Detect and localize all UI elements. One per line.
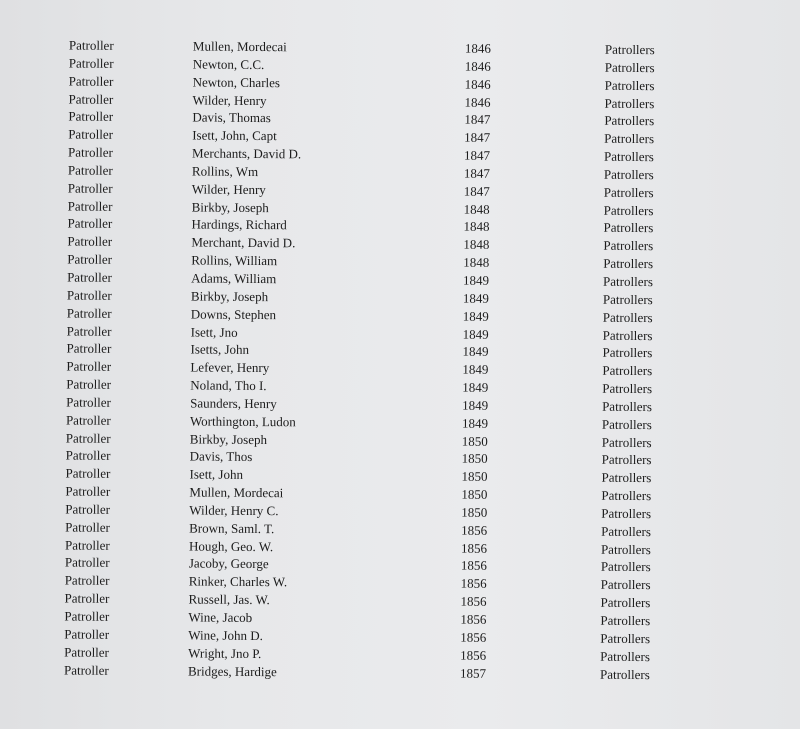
record-name: Merchants, David D.	[192, 145, 302, 162]
record-role: Patroller	[64, 572, 110, 589]
record-name: Newton, Charles	[192, 74, 281, 90]
record-category: Patrollers	[600, 612, 651, 629]
record-category: Patrollers	[600, 648, 651, 664]
record-category: Patrollers	[603, 184, 654, 200]
record-year: 1849	[462, 361, 489, 378]
record-category: Patrollers	[602, 362, 653, 379]
record-category: Patrollers	[602, 291, 653, 307]
record-category: Patrollers	[603, 238, 654, 254]
record-role: Patroller	[64, 590, 110, 607]
record-role: Patroller	[65, 430, 111, 446]
record-year: 1847	[463, 165, 490, 181]
record-category: Patrollers	[602, 327, 653, 343]
record-category: Patrollers	[600, 577, 651, 593]
record-role: Patroller	[67, 215, 113, 232]
record-category: Patrollers	[604, 41, 655, 58]
record-role: Patroller	[66, 394, 111, 410]
record-name: Lefever, Henry	[190, 359, 270, 376]
record-name: Rinker, Charles W.	[188, 573, 288, 590]
record-category: Patrollers	[603, 220, 654, 236]
record-name: Isett, Jno	[190, 324, 238, 340]
record-year: 1856	[460, 629, 487, 645]
record-year: 1846	[464, 58, 491, 74]
record-role: Patroller	[66, 305, 112, 321]
record-role: Patroller	[65, 412, 111, 428]
record-category: Patrollers	[603, 273, 653, 290]
record-name: Mullen, Mordecai	[189, 484, 284, 501]
record-year: 1846	[464, 94, 491, 110]
record-year: 1856	[460, 558, 487, 574]
record-name: Isetts, John	[190, 341, 250, 358]
record-category: Patrollers	[602, 309, 653, 325]
record-role: Patroller	[68, 37, 114, 53]
record-role: Patroller	[67, 180, 113, 196]
record-name: Wilder, Henry C.	[189, 502, 279, 519]
record-role: Patroller	[64, 554, 110, 571]
record-year: 1857	[459, 665, 487, 681]
record-role: Patroller	[64, 608, 110, 624]
record-role: Patroller	[67, 233, 113, 250]
record-role: Patroller	[68, 108, 114, 125]
record-name: Hardings, Richard	[191, 216, 287, 233]
record-year: 1848	[463, 219, 490, 235]
record-year: 1850	[461, 451, 488, 467]
record-name: Rollins, Wm	[191, 163, 259, 179]
record-name: Mullen, Mordecai	[192, 38, 287, 55]
record-year: 1849	[462, 290, 490, 306]
record-category: Patrollers	[603, 255, 654, 272]
record-role: Patroller	[68, 144, 113, 160]
record-year: 1847	[463, 183, 490, 199]
record-category: Patrollers	[603, 166, 654, 183]
record-year: 1856	[460, 611, 487, 627]
record-name: Newton, C.C.	[192, 56, 265, 72]
record-role: Patroller	[67, 162, 113, 178]
record-category: Patrollers	[600, 541, 651, 557]
record-category: Patrollers	[601, 434, 652, 450]
record-year: 1847	[464, 129, 491, 146]
record-year: 1850	[461, 504, 488, 520]
record-year: 1850	[461, 468, 488, 485]
record-category: Patrollers	[601, 487, 652, 504]
record-role: Patroller	[66, 358, 112, 375]
record-category: Patrollers	[600, 630, 651, 646]
record-role: Patroller	[65, 465, 111, 482]
record-category: Patrollers	[600, 594, 651, 611]
record-name: Hough, Geo. W.	[188, 538, 274, 554]
record-year: 1849	[462, 397, 489, 413]
record-year: 1850	[461, 486, 488, 502]
record-year: 1849	[461, 415, 489, 431]
record-year: 1846	[464, 76, 491, 92]
record-role: Patroller	[66, 287, 112, 303]
record-name: Brown, Saml. T.	[189, 520, 275, 536]
record-category: Patrollers	[602, 345, 653, 361]
record-category: Patrollers	[599, 666, 650, 682]
record-name: Birkby, Joseph	[189, 431, 268, 447]
record-role: Patroller	[65, 447, 111, 464]
record-year: 1849	[462, 379, 489, 395]
record-year: 1848	[463, 201, 490, 217]
record-year: 1849	[462, 308, 489, 324]
record-role: Patroller	[64, 537, 110, 553]
record-category: Patrollers	[604, 95, 655, 111]
record-role: Patroller	[66, 340, 112, 357]
record-year: 1847	[464, 112, 491, 128]
record-name: Wilder, Henry	[191, 181, 266, 197]
record-name: Rollins, William	[191, 252, 278, 269]
record-category: Patrollers	[602, 380, 653, 397]
record-category: Patrollers	[603, 202, 654, 218]
record-name: Birkby, Joseph	[190, 288, 269, 304]
record-category: Patrollers	[601, 505, 652, 522]
record-role: Patroller	[68, 91, 114, 107]
record-year: 1849	[463, 272, 490, 288]
record-category: Patrollers	[604, 148, 654, 165]
record-role: Patroller	[66, 323, 112, 339]
record-year: 1848	[463, 254, 490, 270]
record-name: Wilder, Henry	[192, 92, 267, 108]
record-role: Patroller	[65, 519, 110, 535]
record-category: Patrollers	[604, 77, 655, 93]
record-year: 1850	[461, 433, 488, 449]
record-category: Patrollers	[601, 416, 652, 432]
record-name: Jacoby, George	[188, 555, 269, 572]
record-role: Patroller	[67, 269, 112, 285]
record-role: Patroller	[65, 501, 111, 517]
record-role: Patroller	[63, 662, 109, 678]
record-year: 1856	[460, 575, 487, 592]
record-role: Patroller	[68, 55, 114, 71]
record-role: Patroller	[66, 376, 112, 392]
record-name: Wright, Jno P.	[188, 645, 262, 661]
record-role: Patroller	[65, 483, 111, 499]
record-year: 1856	[460, 593, 487, 609]
record-name: Isett, John, Capt	[192, 127, 277, 144]
record-category: Patrollers	[604, 130, 655, 147]
record-name: Downs, Stephen	[190, 306, 277, 322]
record-category: Patrollers	[601, 452, 652, 468]
record-name: Merchant, David D.	[191, 234, 296, 251]
record-name: Russell, Jas. W.	[188, 591, 270, 608]
record-category: Patrollers	[604, 113, 655, 129]
record-role: Patroller	[64, 644, 109, 660]
record-year: 1856	[460, 540, 488, 556]
record-year: 1856	[460, 647, 487, 663]
record-name: Wine, Jacob	[188, 609, 253, 625]
record-role: Patroller	[68, 126, 114, 143]
record-name: Saunders, Henry	[190, 395, 277, 412]
record-list	[0, 36, 800, 702]
record-name: Adams, William	[191, 270, 277, 287]
record-year: 1849	[462, 343, 489, 360]
record-role: Patroller	[68, 73, 114, 89]
record-role: Patroller	[67, 198, 113, 214]
record-name: Birkby, Joseph	[191, 199, 269, 215]
record-name: Worthington, Ludon	[189, 413, 296, 430]
record-name: Bridges, Hardige	[187, 663, 277, 679]
record-name: Davis, Thos	[189, 448, 253, 465]
record-category: Patrollers	[600, 559, 651, 575]
record-year: 1848	[463, 236, 490, 253]
record-category: Patrollers	[604, 59, 655, 75]
record-name: Noland, Tho I.	[190, 377, 267, 394]
record-year: 1847	[464, 147, 491, 163]
record-year: 1856	[461, 522, 488, 538]
record-name: Isett, John	[189, 466, 244, 483]
record-role: Patroller	[64, 626, 110, 642]
record-name: Davis, Thomas	[192, 109, 271, 126]
record-category: Patrollers	[602, 398, 652, 415]
record-year: 1846	[464, 40, 491, 56]
record-year: 1849	[462, 326, 489, 342]
record-category: Patrollers	[601, 469, 652, 486]
record-name: Wine, John D.	[188, 627, 263, 643]
record-category: Patrollers	[601, 523, 652, 539]
record-role: Patroller	[67, 251, 113, 268]
